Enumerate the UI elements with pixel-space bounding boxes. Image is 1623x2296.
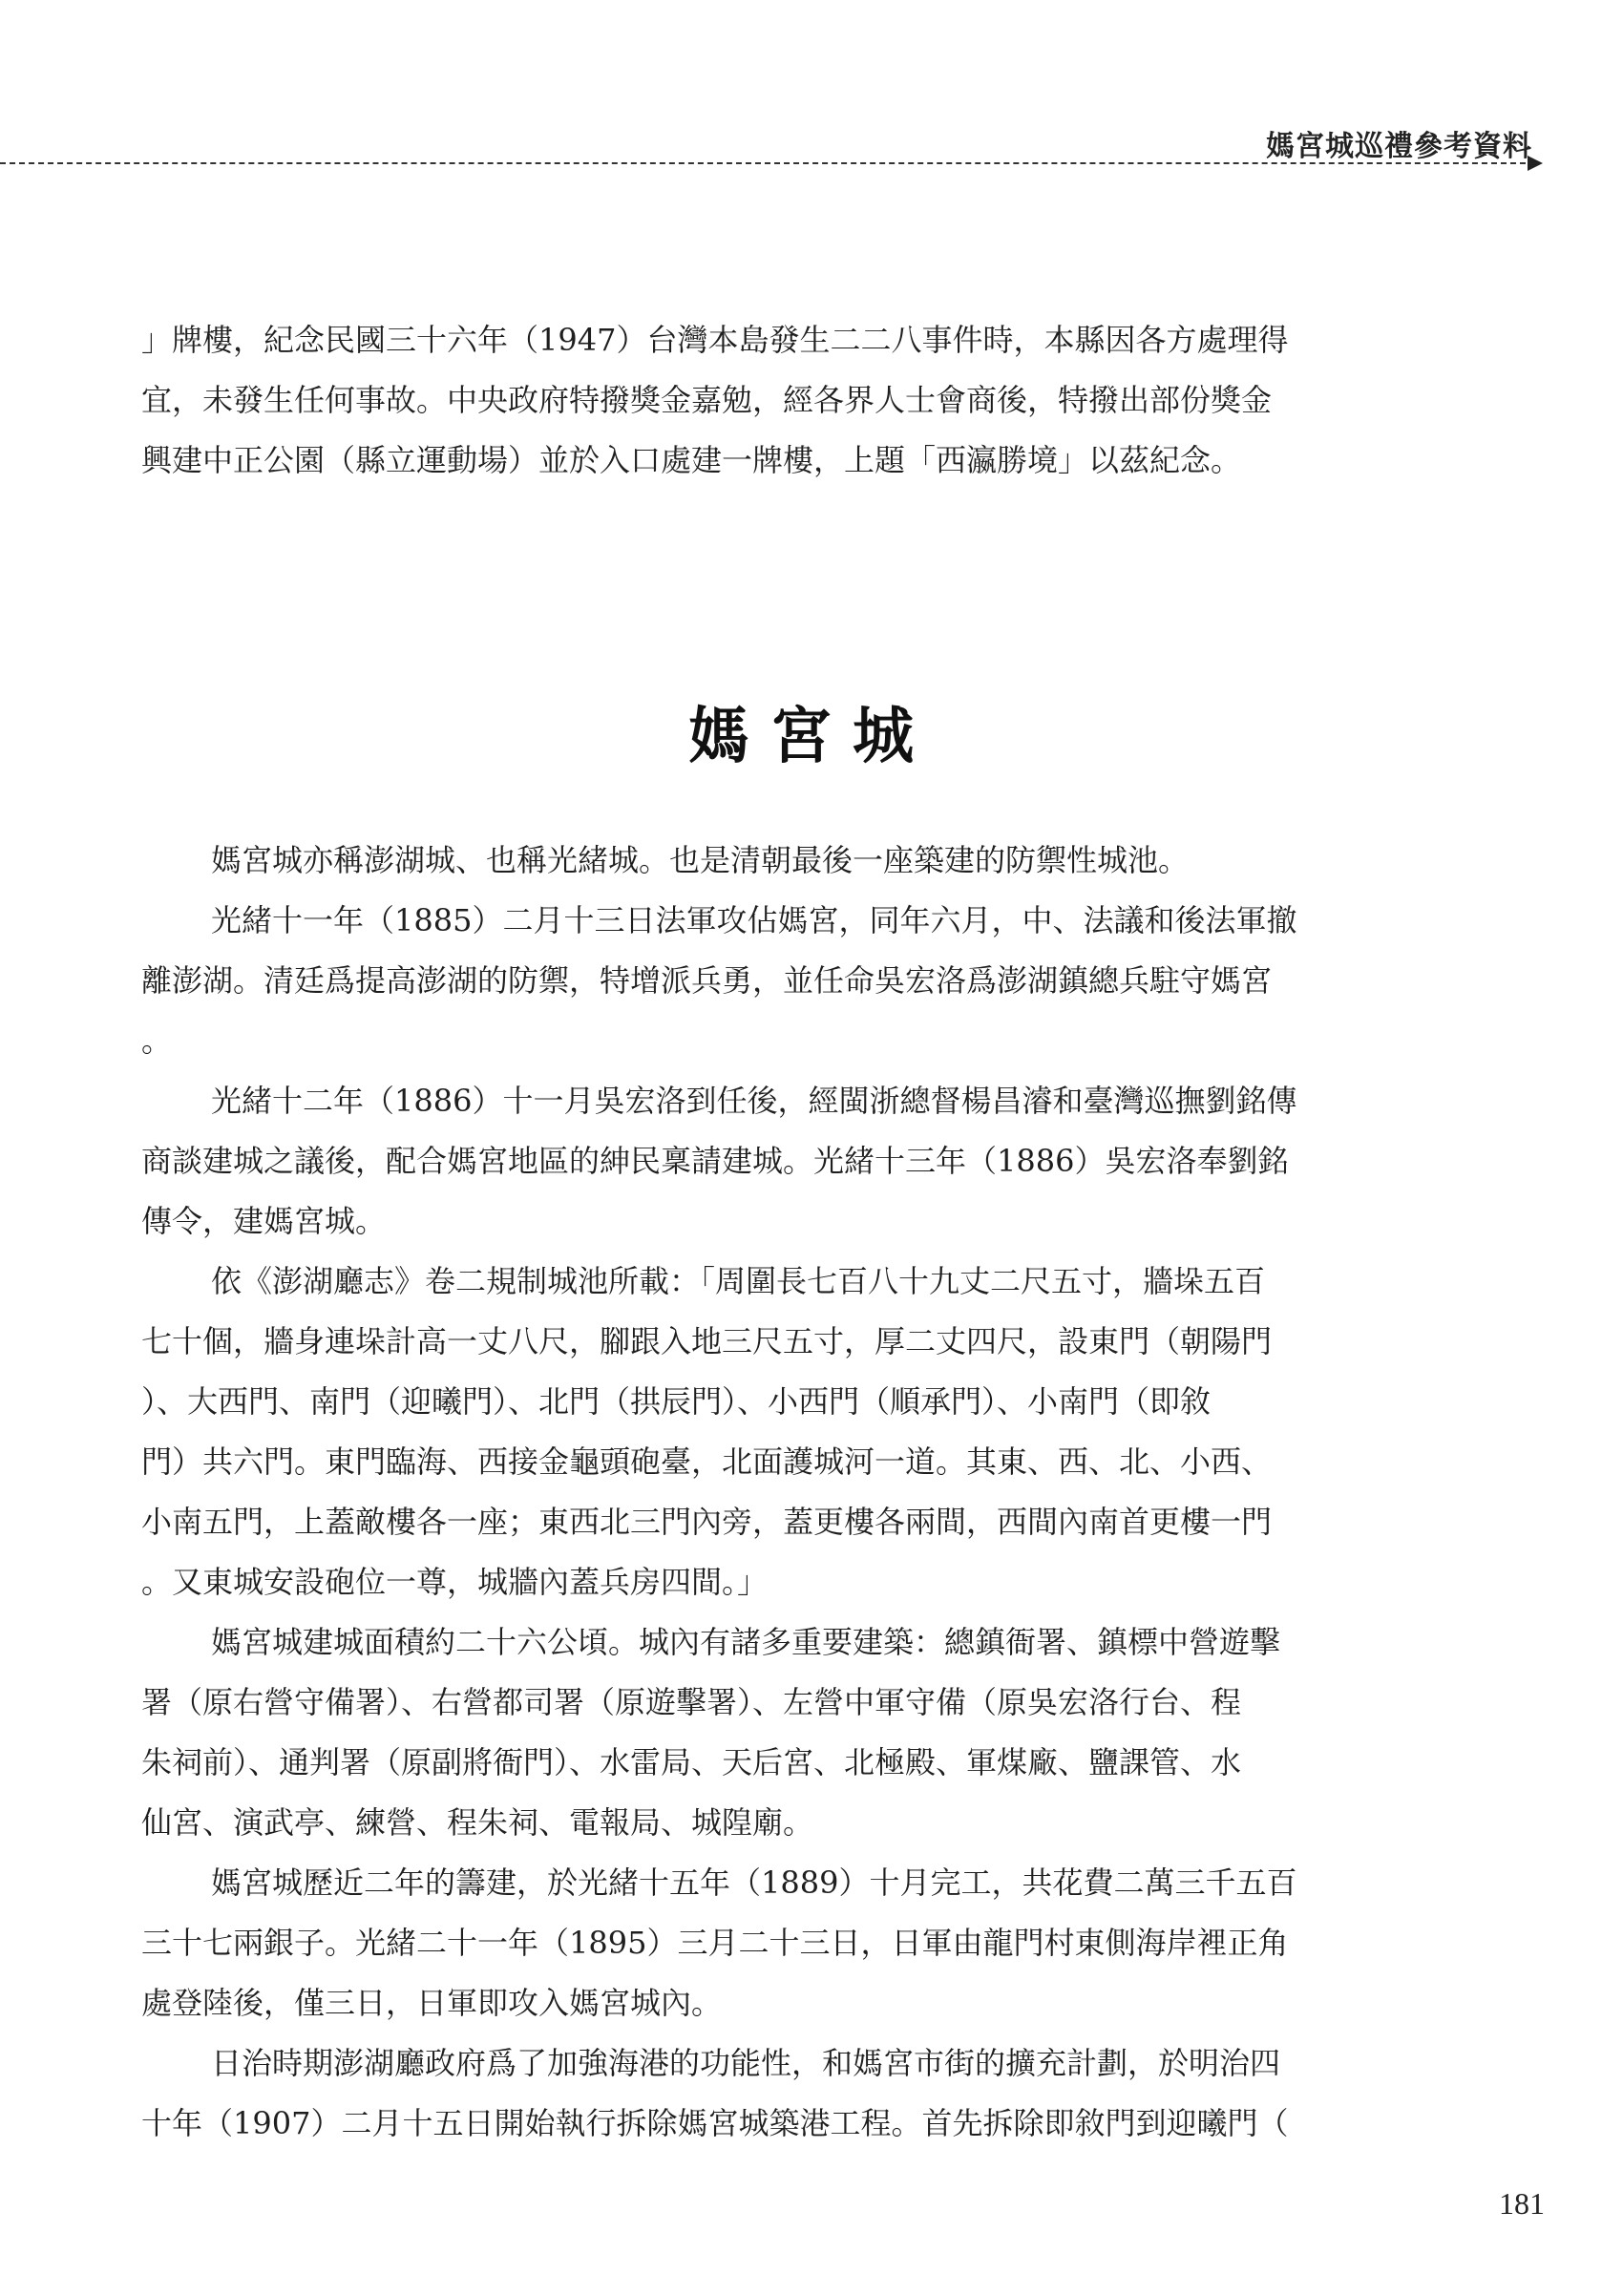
text-line: 」牌樓，紀念民國三十六年（1947）台灣本島發生二二八事件時，本縣因各方處理得	[141, 322, 1289, 358]
text-line: 宜，未發生任何事故。中央政府特撥獎金嘉勉，經各界人士會商後，特撥出部份獎金	[141, 382, 1273, 418]
text-line: 商談建城之議後，配合媽宮地區的紳民稟請建城。光緒十三年（1886）吳宏洛奉劉銘	[141, 1143, 1289, 1179]
header-dashed-rule	[0, 162, 1526, 164]
text-line: 。	[141, 1022, 173, 1059]
arrow-right-icon	[1528, 156, 1543, 171]
text-line: 仙宮、演武亭、練營、程朱祠、電報局、城隍廟。	[141, 1804, 814, 1841]
text-line: 署（原右營守備署）、右營都司署（原遊擊署）、左營中軍守備（原吳宏洛行台、程	[141, 1684, 1242, 1720]
text-line: ）、大西門、南門（迎曦門）、北門（拱辰門）、小西門（順承門）、小南門（即敘	[141, 1383, 1212, 1420]
text-line: 十年（1907）二月十五日開始執行拆除媽宮城築港工程。首先拆除即敘門到迎曦門（	[141, 2105, 1289, 2141]
section-title: 媽宮城	[688, 701, 935, 772]
section-body	[141, 831, 1409, 2154]
text-line: 門）共六門。東門臨海、西接金龜頭砲臺，北面護城河一道。其東、西、北、小西、	[141, 1443, 1273, 1480]
text-line: 媽宮城亦稱澎湖城、也稱光緒城。也是清朝最後一座築建的防禦性城池。	[211, 842, 1190, 878]
running-header-title: 媽宮城巡禮參考資料	[1266, 130, 1532, 163]
page-number: 181	[1499, 2186, 1545, 2221]
text-line: 媽宮城建城面積約二十六公頃。城內有諸多重要建築：總鎮衙署、鎮標中營遊擊	[211, 1624, 1281, 1660]
text-line: 三十七兩銀子。光緒二十一年（1895）三月二十三日，日軍由龍門村東側海岸裡正角	[141, 1925, 1289, 1961]
text-line: 光緒十一年（1885）二月十三日法軍攻佔媽宮，同年六月，中、法議和後法軍撤	[211, 902, 1297, 938]
text-line: 興建中正公園（縣立運動場）並於入口處建一牌樓，上題「西瀛勝境」以茲紀念。	[141, 442, 1242, 478]
text-line: 朱祠前）、通判署（原副將衙門）、水雷局、天后宮、北極殿、軍煤廠、鹽課管、水	[141, 1744, 1242, 1780]
text-line: 。又東城安設砲位一尊，城牆內蓋兵房四間。」	[141, 1564, 769, 1600]
continued-paragraph	[141, 310, 1409, 491]
text-line: 小南五門，上蓋敵樓各一座；東西北三門內旁，蓋更樓各兩間，西間內南首更樓一門	[141, 1504, 1273, 1540]
text-line: 離澎湖。清廷爲提高澎湖的防禦，特增派兵勇，並任命吳宏洛爲澎湖鎮總兵駐守媽宮	[141, 962, 1273, 999]
text-line: 日治時期澎湖廳政府爲了加強海港的功能性，和媽宮市街的擴充計劃，於明治四	[211, 2045, 1281, 2081]
text-line: 媽宮城歷近二年的籌建，於光緒十五年（1889）十月完工，共花費二萬三千五百	[211, 1864, 1297, 1901]
text-line: 處登陸後，僅三日，日軍即攻入媽宮城內。	[141, 1985, 723, 2021]
text-line: 傳令，建媽宮城。	[141, 1203, 387, 1239]
text-line: 七十個，牆身連垛計高一丈八尺，腳跟入地三尺五寸，厚二丈四尺，設東門（朝陽門	[141, 1323, 1273, 1359]
text-line: 光緒十二年（1886）十一月吳宏洛到任後，經閩浙總督楊昌濬和臺灣巡撫劉銘傳	[211, 1083, 1297, 1119]
text-line: 依《澎湖廳志》卷二規制城池所載：「周圍長七百八十九丈二尺五寸，牆垛五百	[211, 1263, 1266, 1299]
